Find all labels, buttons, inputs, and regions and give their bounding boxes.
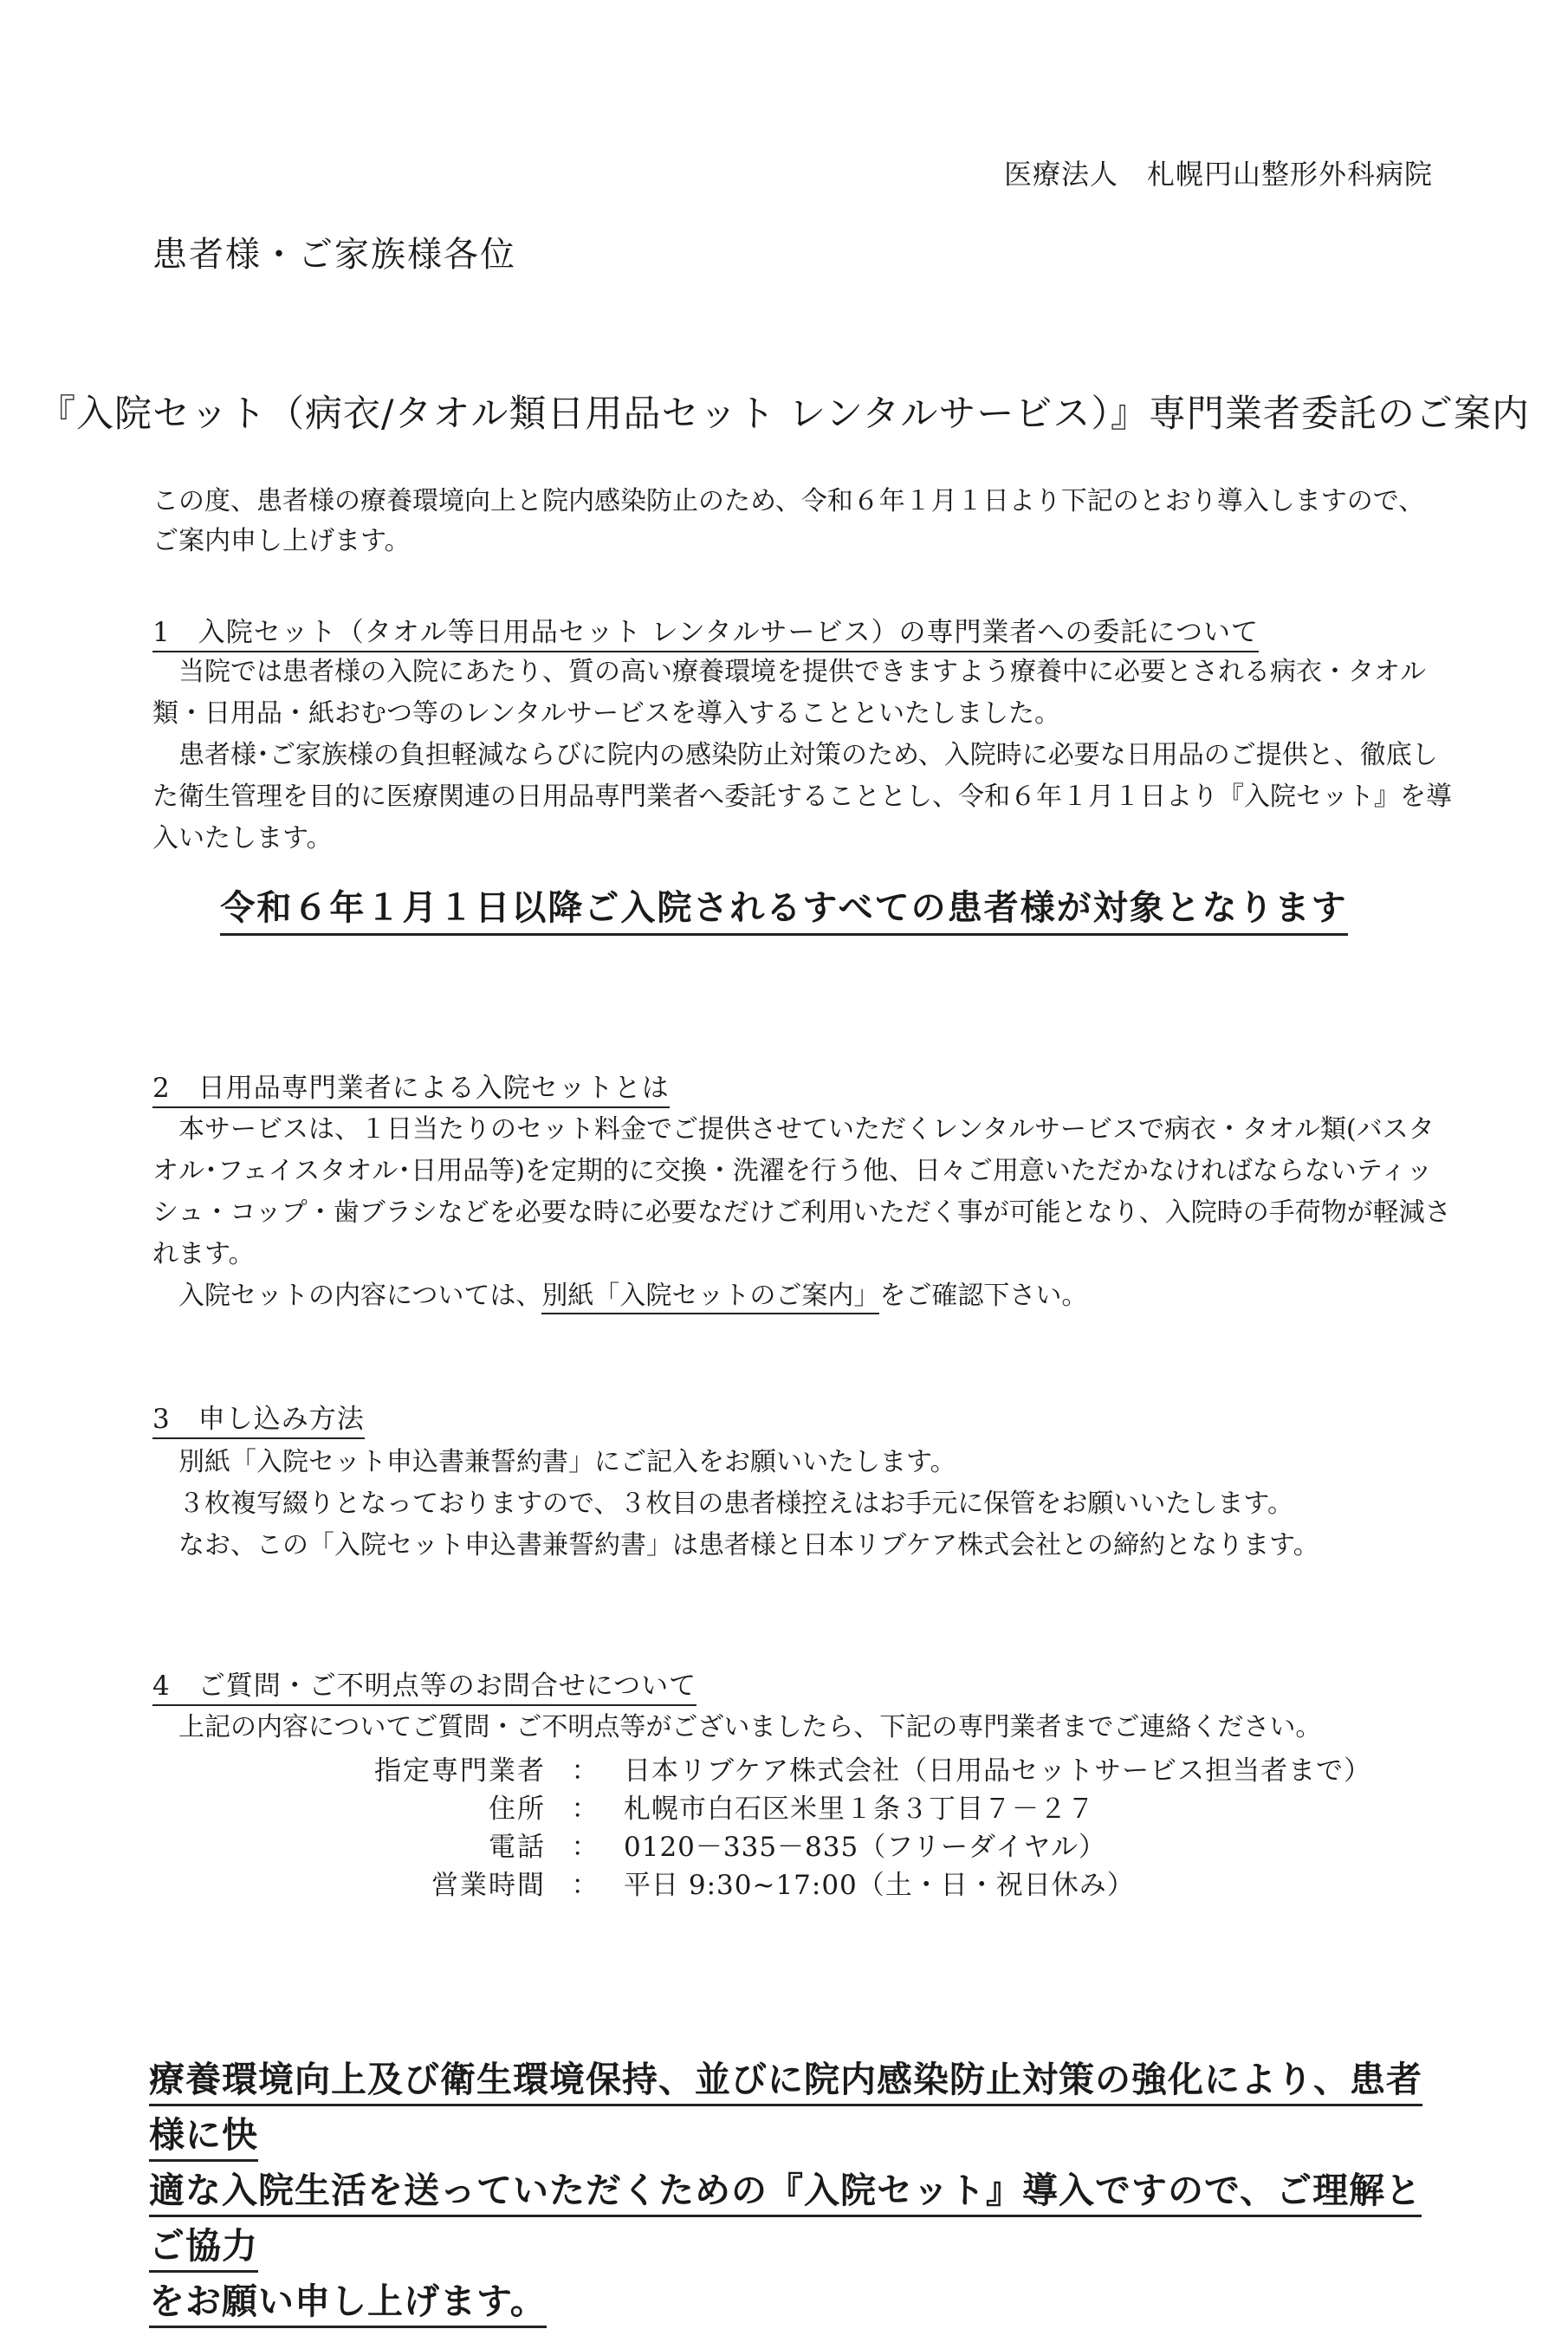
section-4-heading-text: 4 ご質問・ご不明点等のお問合せについて (152, 1671, 697, 1706)
closing-statement (149, 2052, 1448, 2329)
section-2-heading-text: 2 日用品専門業者による入院セットとは (152, 1073, 670, 1108)
contact-value: 札幌市白石区米里１条３丁目７－２７ (624, 1794, 1095, 1825)
contact-separator: ： (571, 1755, 599, 1787)
contact-label: 営業時間 (431, 1870, 546, 1901)
section-4-heading (152, 1669, 697, 1703)
closing-line-1: 療養環境向上及び衛生環境保持、並びに院内感染防止対策の強化により、患者様に快 (149, 2059, 1422, 2162)
contact-label: 住所 (489, 1794, 546, 1825)
contact-row-phone (286, 1828, 1371, 1866)
contact-separator: ： (571, 1870, 599, 1901)
contact-value: 0120－335－835（フリーダイヤル） (624, 1832, 1107, 1863)
section-3-line-3: なお、この「入院セット申込書兼誓約書」は患者様と日本リブケア株式会社との締約となります。 (178, 1530, 1319, 1560)
guide-attachment-reference: 別紙「入院セットのご案内」 (541, 1281, 879, 1314)
contact-separator: ： (571, 1832, 599, 1863)
section-3-heading (152, 1402, 365, 1437)
intro-paragraph: この度、患者様の療養環境向上と院内感染防止のため、令和６年１月１日より下記のとおり導入しますので、ご案内申し上げます。 (152, 486, 1425, 556)
section-2-note-prefix: 入院セットの内容については、 (178, 1281, 542, 1311)
closing-line-3: をお願い申し上げます。 (149, 2280, 547, 2328)
contact-value: 日本リブケア株式会社（日用品セットサービス担当者まで） (624, 1755, 1372, 1787)
contact-separator: ： (571, 1794, 599, 1825)
section-3-line-2: ３枚複写綴りとなっておりますので、３枚目の患者様控えはお手元に保管をお願いいたします。 (178, 1489, 1293, 1519)
document-title: 『入院セット（病衣/タオル類日用品セット レンタルサービス）』専門業者委託のご案内 (38, 392, 1530, 436)
addressee: 患者様・ご家族様各位 (152, 235, 516, 275)
section-2-heading (152, 1071, 670, 1106)
contact-row-hours (286, 1866, 1371, 1904)
section-2-paragraph-1: 本サービスは、１日当たりのセット料金でご提供させていただくレンタルサービスで病衣・タオル類(バスタオル･フェイスタオル･日用品等)を定期的に交換・洗濯を行う他、日々ご用意いただかなければならないティッシュ・コップ・歯ブラシなどを必要な時に必要なだけご利用いただく事が可能となり、入院時の手荷物が軽減されます。 (152, 1114, 1451, 1269)
contact-value: 平日 9:30~17:00（土・日・祝日休み） (624, 1870, 1135, 1901)
section-2-body (152, 1109, 1452, 1317)
section-1-heading (152, 615, 1259, 650)
target-patients-emphasis-text: 令和６年１月１日以降ご入院されるすべての患者様が対象となります (220, 887, 1347, 936)
section-3-heading-text: 3 申し込み方法 (152, 1404, 365, 1439)
organization-name: 医療法人 札幌円山整形外科病院 (1003, 158, 1433, 191)
contact-label: 指定専門業者 (374, 1755, 546, 1787)
contact-row-address (286, 1790, 1371, 1828)
section-3-line-1: 別紙「入院セット申込書兼誓約書」にご記入をお願いいたします。 (178, 1447, 956, 1477)
section-4-body (152, 1707, 1452, 1748)
section-2-note-suffix: をご確認下さい。 (879, 1281, 1088, 1311)
contact-info (286, 1752, 1371, 1904)
section-3-body (152, 1442, 1452, 1567)
closing-line-2: 適な入院生活を送っていただくための『入院セット』導入ですので、ご理解とご協力 (149, 2170, 1422, 2273)
contact-label: 電話 (489, 1832, 546, 1863)
section-1-paragraph-2: 患者様･ご家族様の負担軽減ならびに院内の感染防止対策のため、入院時に必要な日用品のご提供と、徹底した衛生管理を目的に医療関連の日用品専門業者へ委託することとし、令和６年１月１日より『入院セット』を導入いたします。 (152, 740, 1452, 853)
section-1-body (152, 652, 1452, 860)
section-1-heading-text: 1 入院セット（タオル等日用品セット レンタルサービス）の専門業者への委託について (152, 617, 1259, 652)
section-2-note (152, 1275, 1452, 1317)
contact-row-vendor (286, 1752, 1371, 1790)
section-1-paragraph-1: 当院では患者様の入院にあたり、質の高い療養環境を提供できますよう療養中に必要とされる病衣・タオル類・日用品・紙おむつ等のレンタルサービスを導入することといたしました。 (152, 657, 1426, 729)
section-4-line-1: 上記の内容についてご質問・ご不明点等がございましたら、下記の専門業者までご連絡ください。 (178, 1712, 1322, 1742)
target-patients-emphasis (0, 880, 1568, 930)
